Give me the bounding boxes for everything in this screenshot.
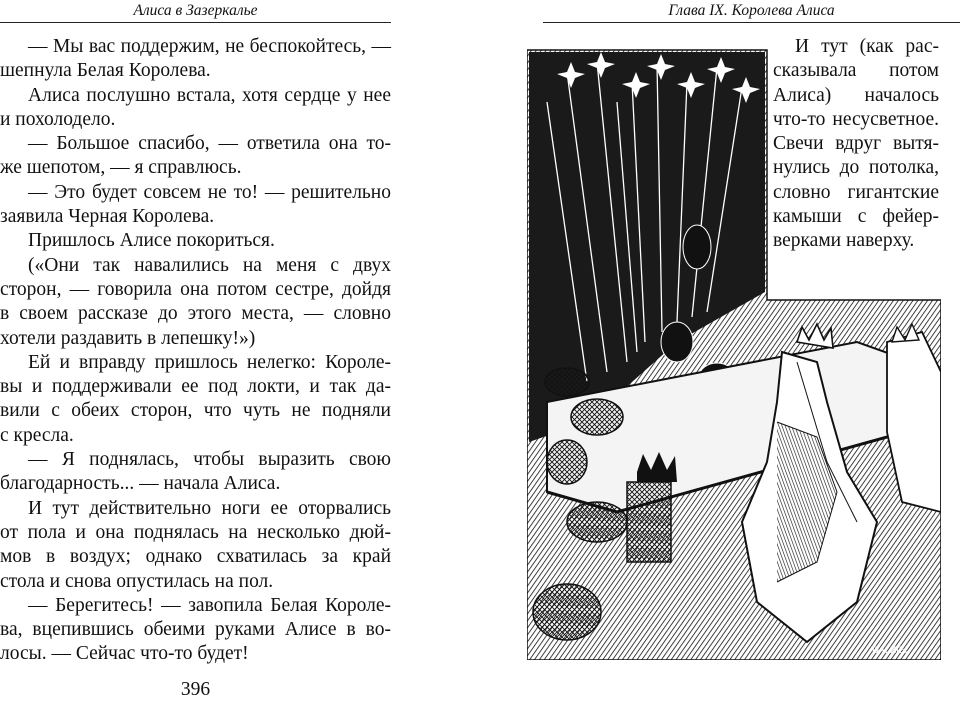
text-line: стола и снова опустилась на пол. bbox=[0, 570, 274, 592]
text-line: — Берегитесь! — завопила Белая Короле- bbox=[28, 594, 391, 616]
text-line: словно гигантские bbox=[773, 181, 939, 203]
text-line: Пришлось Алисе покориться. bbox=[28, 230, 275, 252]
text-line: сторон, — говорила она потом сестре, дойдя bbox=[0, 278, 391, 300]
text-line: что-то несусветное. bbox=[773, 108, 939, 130]
text-line: сказывала потом bbox=[773, 60, 939, 82]
text-line: — Это будет совсем не то! — решительно bbox=[28, 181, 391, 203]
text-line: хотели раздавить в лепешку!») bbox=[0, 327, 256, 349]
illustration-signature: DALZIEL bbox=[872, 646, 910, 656]
text-line: с кресла. bbox=[0, 424, 74, 446]
text-line: — Большое спасибо, — ответила она то- bbox=[28, 133, 391, 155]
text-line: мов в воздух; однако схватилась за край bbox=[0, 546, 391, 568]
text-line: же шепотом, — я справлюсь. bbox=[0, 157, 242, 179]
text-line: верками наверху. bbox=[773, 230, 915, 252]
running-head-right: Глава IX. Королева Алиса bbox=[668, 2, 835, 19]
text-line: — Я поднялась, чтобы выразить свою bbox=[28, 449, 391, 471]
text-line: И тут (как рас- bbox=[795, 36, 939, 57]
header-rule-right bbox=[543, 22, 960, 23]
text-line: Свечи вдруг вытя- bbox=[773, 133, 939, 155]
text-line: («Они так навалились на меня с двух bbox=[28, 254, 391, 276]
text-line: нулись до потолка, bbox=[773, 157, 939, 179]
text-line: благодарность... — начала Алиса. bbox=[0, 473, 281, 495]
text-line: Алиса послушно встала, хотя сердце у нее bbox=[28, 84, 391, 106]
text-line: в своем рассказе до этого места, — словно bbox=[0, 303, 391, 325]
body-text-right bbox=[773, 35, 939, 254]
text-line: — Мы вас поддержим, не беспокойтесь, — bbox=[28, 36, 391, 57]
body-text-left bbox=[0, 35, 391, 667]
header-rule-left bbox=[0, 22, 391, 23]
text-line: Ей и вправду пришлось нелегко: Короле- bbox=[28, 351, 391, 373]
text-line: вы и поддерживали ее под локти, и так да- bbox=[0, 376, 391, 398]
text-line: камыши с фейер- bbox=[773, 206, 939, 228]
running-head-left: Алиса в Зазеркалье bbox=[133, 2, 258, 19]
text-line: шепнула Белая Королева. bbox=[0, 60, 211, 82]
text-line: и похолодело. bbox=[0, 108, 116, 130]
text-line: вили с обеих сторон, что чуть не подняли bbox=[0, 400, 391, 422]
text-line: Алиса) началось bbox=[773, 84, 939, 106]
right-page bbox=[480, 0, 960, 704]
text-line: лосы. — Сейчас что-то будет! bbox=[0, 643, 249, 665]
text-line: заявила Черная Королева. bbox=[0, 206, 215, 228]
text-line: ва, вцепившись обеими руками Алисе в во- bbox=[0, 619, 391, 641]
text-line: И тут действительно ноги ее оторвались bbox=[28, 497, 391, 519]
text-line: от пола и она поднялась на несколько дюй- bbox=[0, 521, 391, 543]
page-number: 396 bbox=[180, 679, 211, 700]
